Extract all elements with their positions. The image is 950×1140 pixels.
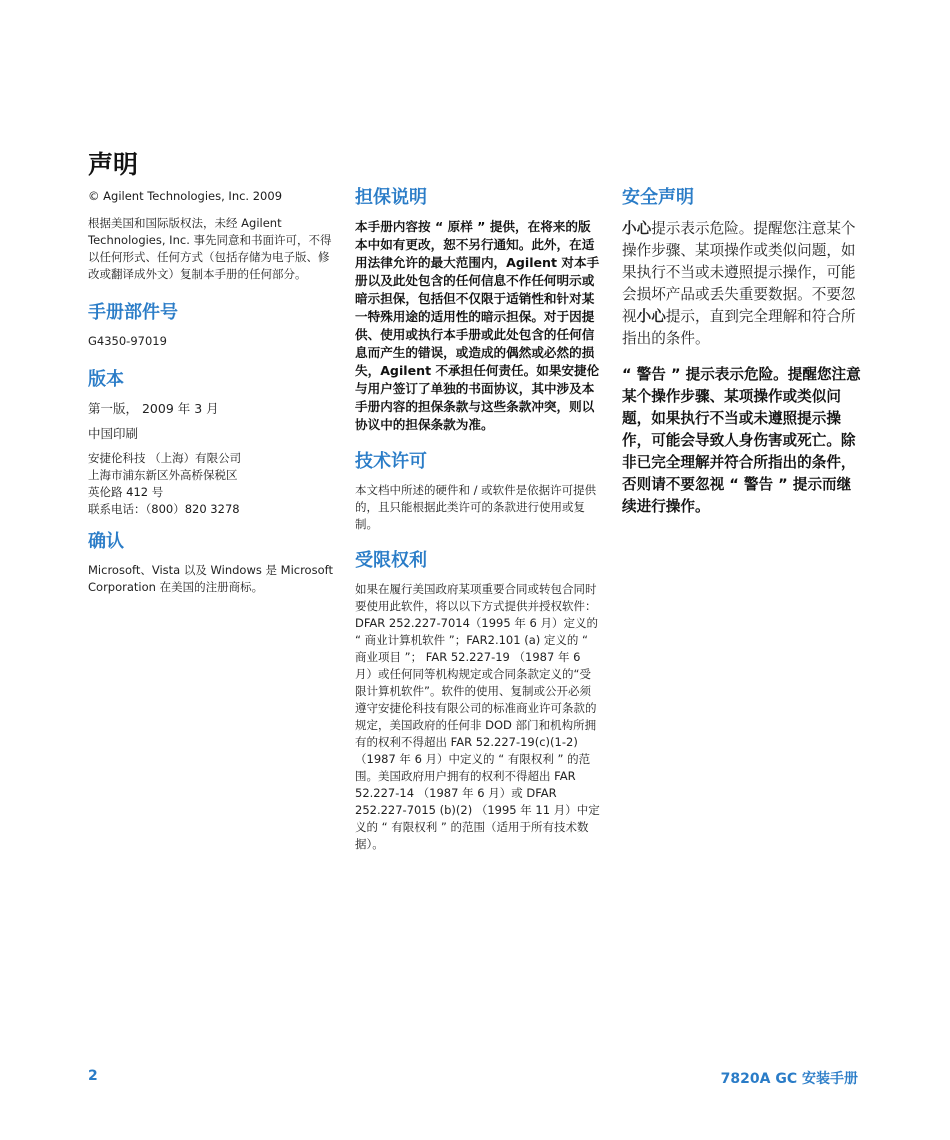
edition-heading: 版本 <box>88 369 124 390</box>
caution-paragraph <box>622 218 862 350</box>
acknowledgements-heading: 确认 <box>88 531 124 552</box>
part-number: G4350-97019 <box>88 334 167 348</box>
address-line: 联系电话：（800）820 3278 <box>88 502 240 516</box>
caution-text: 提示，直到完全理解和符合所指出的条件。 <box>622 308 856 347</box>
acknowledgements-text: Microsoft、Vista 以及 Windows 是 Microsoft Corporation 在美国的注册商标。 <box>88 563 333 594</box>
safety-notices-heading: 安全声明 <box>622 187 694 208</box>
warning-paragraph: “ 警告 ” 提示表示危险。提醒您注意某个操作步骤、某项操作或类似问题，如果执行不当或未遵照提示操作，可能会导致人身伤害或死亡。除非已完全理解并符合所指出的条件，否则请不要忽视 “ 警告 ” 提示而继续进行操作。 <box>622 366 861 515</box>
warranty-text: 本手册内容按 “ 原样 ” 提供，在将来的版本中如有更改，恕不另行通知。此外，在适用法律允许的最大范围内，Agilent 对本手册以及此处包含的任何信息不作任何明示或暗示担保，包括但不仅限于适销性和针对某一特殊用途的适用性的暗示担保。对于因提供、使用或执行本手册或此处包含的任何信息而产生的错误，或造成的偶然或必然的损失，Agilent 不承担任何责任。如果安捷伦与用户签订了单独的书面协议，其中涉及本手册内容的担保条款与这些条款冲突，则以协议中的担保条款为准。 <box>355 219 600 432</box>
legal-column <box>355 186 601 859</box>
warranty-heading: 担保说明 <box>355 187 427 208</box>
copyright-line: © Agilent Technologies, Inc. 2009 <box>88 189 283 203</box>
address-line: 上海市浦东新区外高桥保税区 <box>88 468 238 482</box>
manual-title: 7820A GC 安装手册 <box>720 1071 858 1087</box>
page-number: 2 <box>88 1068 98 1084</box>
technology-licenses-text: 本文档中所述的硬件和 / 或软件是依据许可提供的，且只能根据此类许可的条款进行使用或复制。 <box>355 483 597 531</box>
notices-column <box>88 150 336 602</box>
printed-in: 中国印刷 <box>88 426 139 441</box>
part-number-heading: 手册部件号 <box>88 302 178 323</box>
address-block <box>88 450 336 518</box>
caution-text: 提示表示危险。提醒您注意某个操作步骤、某项操作或类似问题，如果执行不当或未遵照提示操作，可能会损坏产品或丢失重要数据。不要忽视 <box>622 220 856 325</box>
address-line: 英伦路 412 号 <box>88 485 164 499</box>
safety-column <box>622 186 862 518</box>
page-title: 声明 <box>88 150 139 179</box>
edition: 第一版， 2009 年 3 月 <box>88 401 219 416</box>
copyright-text: 根据美国和国际版权法，未经 Agilent Technologies, Inc. 事先同意和书面许可，不得以任何形式、任何方式（包括存储为电子版、修改或翻译成外文）复制本手册的任何部分。 <box>88 216 332 281</box>
restricted-rights-text: 如果在履行美国政府某项重要合同或转包合同时要使用此软件，将以以下方式提供并授权软件：DFAR 252.227-7014（1995 年 6 月）定义的 “ 商业计算机软件 ”；FAR2.101 (a) 定义的 “ 商业项目 ”； FAR 52.227-19 （1987 年 6 月）或任何同等机构规定或合同条款定义的“受限计算机软件”。软件的使用、复制或公开必须遵守安捷伦科技有限公司的标准商业许可条款的规定，美国政府的任何非 DOD 部门和机构所拥有的权利不得超出 FAR 52.227-19(c)(1-2) （1987 年 6 月）中定义的 “ 有限权利 ” 的范围。美国政府用户拥有的权利不得超出 FAR 52.227-14 （1987 年 6 月）或 DFAR 252.227-7015 (b)(2) （1995 年 11 月）中定义的 “ 有限权利 ” 的范围（适用于所有技术数据）。 <box>355 582 600 851</box>
restricted-rights-heading: 受限权利 <box>355 550 427 571</box>
address-line: 安捷伦科技 （上海）有限公司 <box>88 451 242 465</box>
caution-label: 小心 <box>622 220 652 237</box>
technology-licenses-heading: 技术许可 <box>355 451 427 472</box>
caution-label: 小心 <box>636 308 666 325</box>
